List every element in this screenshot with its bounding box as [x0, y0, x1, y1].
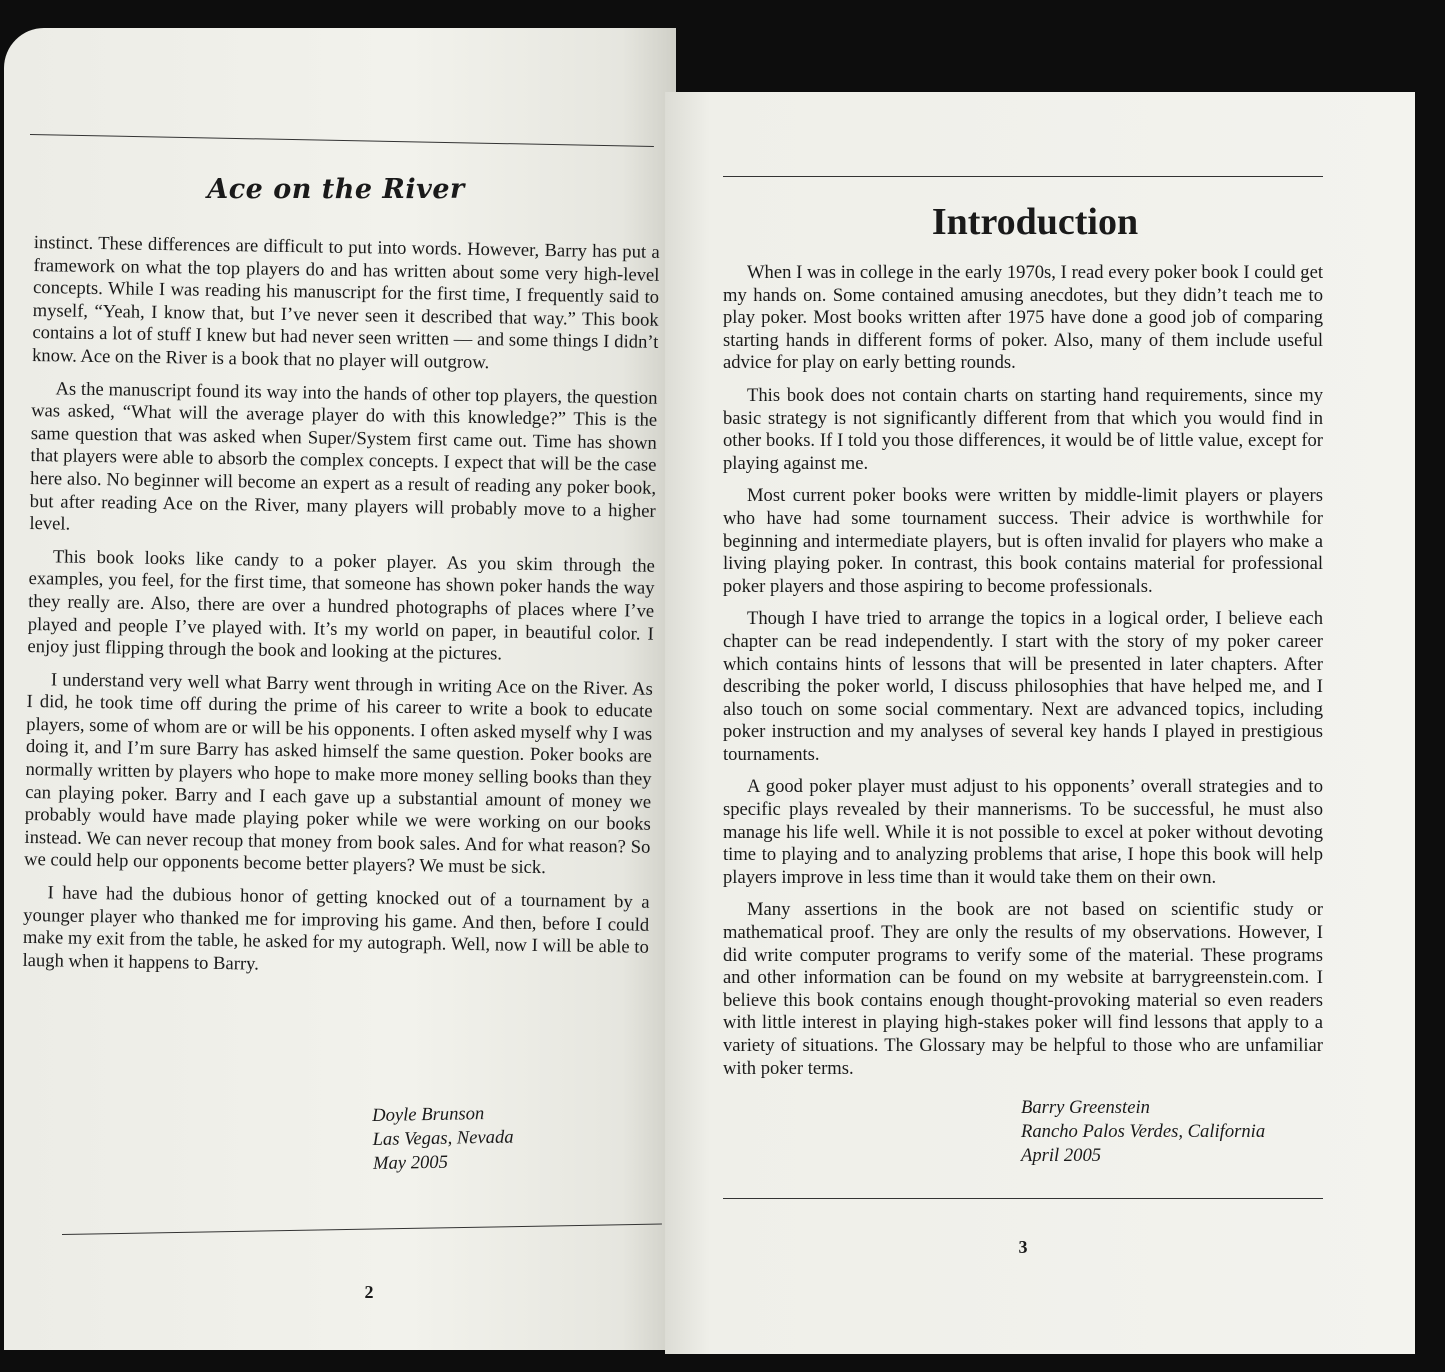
left-page	[4, 28, 676, 1350]
paragraph: I have had the dubious honor of getting knocked out of a tournament by a younger player who thanked me for improving his game. And then, before I could make my exit from the table, he asked for my autograph. Well, now I will be able to laugh when it happens to Barry.	[22, 882, 650, 975]
signature-date: April 2005	[1021, 1145, 1102, 1166]
top-rule	[723, 176, 1323, 177]
paragraph: A good poker player must adjust to his opponents’ overall strategies and to specific plays revealed by their mannerisms. To be successful, he must also manage his life well. While it is not possible to excel at poker without devoting time to playing and to analyzing problems that arise, I hope this book will help players improve in less time than it would take them on their own.	[723, 776, 1323, 888]
signature-block	[372, 1102, 514, 1176]
paragraph: When I was in college in the early 1970s, I read every poker book I could get my hands on. Some contained amusing anecdotes, but they didn’t teach me to play poker. Most books written after 1975 have done a good job of comparing starting hands in different forms of poker. Also, many of them include useful advice for play on early betting rounds.	[723, 262, 1323, 374]
bottom-rule	[723, 1198, 1323, 1199]
right-page	[665, 92, 1415, 1354]
paragraph: Most current poker books were written by middle-limit players or players who have had some tournament success. Their advice is worthwhile for beginning and intermediate players, but is often invalid for players who make a living playing poker. In contrast, this book contains material for professional poker players and those aspiring to become professionals.	[723, 485, 1323, 597]
top-rule	[30, 134, 654, 147]
paragraph: Though I have tried to arrange the topics in a logical order, I believe each chapter can be read independently. I start with the story of my poker career which contains hints of lessons that will be presented in later chapters. After describing the poker world, I discuss philosophies that have helped me, and I also touch on some social commentary. Next are advanced topics, including poker instruction and my analyses of several key hands I played in prestigious tournaments.	[723, 608, 1323, 765]
signature-place: Rancho Palos Verdes, California	[1021, 1121, 1266, 1142]
left-body-text	[22, 232, 660, 992]
running-head: Ace on the River	[207, 174, 465, 205]
paragraph: As the manuscript found its way into the hands of other top players, the question was asked, “What will the average player do with this knowledge?” This is the same question that was asked when Super/System first came out. Time has shown that players were able to absorb the complex concepts. I expect that will be the case here also. No beginner will become an expert as a result of reading any poker book, but after reading Ace on the River, many players will probably move to a higher level.	[29, 377, 658, 535]
page-number: 2	[364, 1282, 374, 1302]
paragraph: Many assertions in the book are not based on scientific study or mathematical proof. They are only the results of my observations. However, I did write computer programs to verify some of the material. These programs and other information can be found on my website at barrygreenstein.com. I believe this book contains enough thought-provoking material so even readers with little interest in playing high-stakes poker will find lessons that apply to a variety of situations. The Glossary may be helpful to those who are unfamiliar with poker terms.	[723, 899, 1323, 1079]
bottom-rule	[62, 1224, 662, 1235]
chapter-title: Introduction	[931, 201, 1139, 243]
signature-name: Barry Greenstein	[1021, 1097, 1150, 1118]
paragraph: I understand very well what Barry went through in writing Ace on the River. As I did, he took time off during the prime of his career to write a book to educate players, some of whom are or will be his opponents. I often asked myself why I was doing it, and I’m sure Barry has asked himself the same question. Poker books are normally written by players who hope to make more money selling books than they can playing poker. Barry and I each gave up a substantial amount of money we probably would have made playing poker while we were working on our books instead. We can never recoup that money from book sales. And for what reason? So we could help our opponents become better players? We must be sick.	[23, 669, 654, 879]
paragraph: This book does not contain charts on starting hand requirements, since my basic strategy is not significantly different from that which you would find in other books. If I told you those differences, it would be of little value, except for playing against me.	[723, 384, 1323, 474]
signature-date: May 2005	[372, 1151, 449, 1174]
signature-name: Doyle Brunson	[372, 1103, 485, 1126]
paragraph: This book looks like candy to a poker player. As you skim through the examples, you feel, for the first time, that someone has shown poker hands the way they really are. Also, there are over a hundred photographs of places where I’ve played and people I’ve played with. It’s my world on paper, in beautiful color. I enjoy just flipping through the book and looking at the pictures.	[27, 546, 655, 665]
signature-block	[1021, 1096, 1265, 1168]
page-number: 3	[1018, 1237, 1028, 1257]
paragraph: instinct. These differences are difficult to put into words. However, Barry has put a framework on what the top players do and has written about some very high-level concepts. While I was reading his manuscript for the first time, I frequently said to myself, “Yeah, I know that, but I’ve never seen it described that way.” This book contains a lot of stuff I knew but had never seen written — and some things I didn’t know. Ace on the River is a book that no player will outgrow.	[31, 232, 660, 374]
right-body-text	[723, 262, 1323, 1090]
signature-place: Las Vegas, Nevada	[372, 1126, 514, 1150]
